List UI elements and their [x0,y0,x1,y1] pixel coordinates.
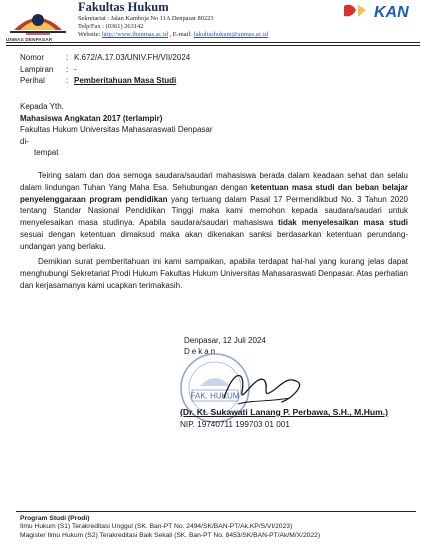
email-label: , E-mail: [169,31,192,38]
letter-meta [20,52,190,87]
p1-text-2: yang tertuang dalam Pasal 17 Permendikbud No. 3 Tahun 2020 tentang Standar Nasional Pendidikan Tinggi maka kami memohon kepada saudara/saudari untuk menyelesaikan masa studinya. Apabila saudara/saudari mahasiswa [20,194,409,228]
recipient-block [20,101,213,159]
handwritten-signature-icon [220,362,310,412]
recipient-name: Mahasiswa Angkatan 2017 (terlampir) [20,113,163,123]
body-paragraph-2 [20,256,408,291]
letterhead-web [78,31,268,38]
recipient-institution: Fakultas Hukum Universitas Mahasaraswati Denpasar [20,125,213,134]
faculty-name: Fakultas Hukum [78,0,169,14]
footer-heading: Program Studi (Prodi) [20,515,90,522]
university-label: UNMAS DENPASAR [6,37,53,42]
meta-key: Nomor [20,53,45,62]
attachment-value: - [74,64,77,74]
footer-rule [16,511,416,512]
p1-text-3: sesuai dengan ketentuan dimaksud maka akan dikenakan sanksi berdasarkan ketentuan perundang-undangan yang berlaku. [20,229,408,251]
kan-logo-text: KAN [374,4,409,21]
stamp-text: FAK. HUKUM [190,391,240,401]
recipient-place: tempat [34,148,59,157]
body-paragraph-1 [20,170,408,253]
university-logo-icon [6,0,70,36]
letterhead-rule [6,42,420,43]
letterhead-rule-thin [6,45,420,46]
paragraph-1-text [20,170,408,253]
letter-subject: Pemberitahuan Masa Studi [74,76,177,85]
letterhead-address: Sekretariat : Jalan Kamboja No 11A Denpasar 80223 [78,15,214,22]
recipient-prefix: di- [20,136,29,146]
footer-line-1: Ilmu Hukum (S1) Terakreditasi Unggul (SK. Ban-PT No. 2494/SK/BAN-PT/Ak.KP/S/VI/2023) [20,523,293,531]
meta-row-perihal [20,75,190,87]
place-date: Denpasar, 12 Juli 2024 [184,336,266,345]
signer-title: Dekan [184,347,218,356]
footer-block [20,515,320,540]
letter-number: K.672/A.17.03/UNIV.FH/VII/2024 [74,53,191,62]
email-link[interactable]: fakultashukum@unmas.ac.id [193,31,268,38]
letterhead-phone: Telp/Fax : (0361) 263142 [78,23,144,30]
meta-row-lampiran [20,64,190,76]
footer-line-2: Magister Ilmu Hukum (S2) Terakreditasi Baik Sekali (SK. Ban-PT No. 8453/SK/BAN-PT/Ak/M/X/2022) [20,531,321,539]
meta-sep: : [66,76,69,85]
meta-key: Perihal [20,76,45,85]
signer-nip: NIP. 19740711 199703 01 001 [180,420,290,429]
meta-sep: : [66,53,69,62]
website-link[interactable]: http://www.fhunmas.ac.id [101,31,168,38]
meta-key: Lampiran [20,64,54,74]
website-label: Website: [78,31,101,38]
p1-text-1: Teiring salam dan doa semoga saudara/saudari mahasiswa berada dalam keadaan sehat dan selalu dalam lindungan Tuhan Yang Maha Esa. Sehubungan dengan [20,171,408,192]
kan-accreditation-logo-icon [342,0,420,22]
meta-sep: : [66,64,69,74]
p1-bold-2: tidak menyelesaikan masa studi [278,218,408,228]
signer-name: (Dr. Kt. Sukawati Lanang P. Perbawa, S.H., M.Hum.) [180,407,389,417]
p1-bold-1: ketentuan masa studi dan beban belajar penyelenggaraan program pendidikan [20,182,408,204]
salutation: Kepada Yth. [20,102,64,111]
paragraph-2-text: Demikian surat pemberitahuan ini kami sampaikan, apabila terdapat hal-hal yang kurang jelas dapat menghubungi Sekretariat Prodi Hukum Fakultas Hukum Universitas Mahasaraswati Denpasar. Atas perhatian dan kerjasamanya kami ucapkan terimakasih. [20,257,408,290]
meta-row-nomor [20,52,190,64]
